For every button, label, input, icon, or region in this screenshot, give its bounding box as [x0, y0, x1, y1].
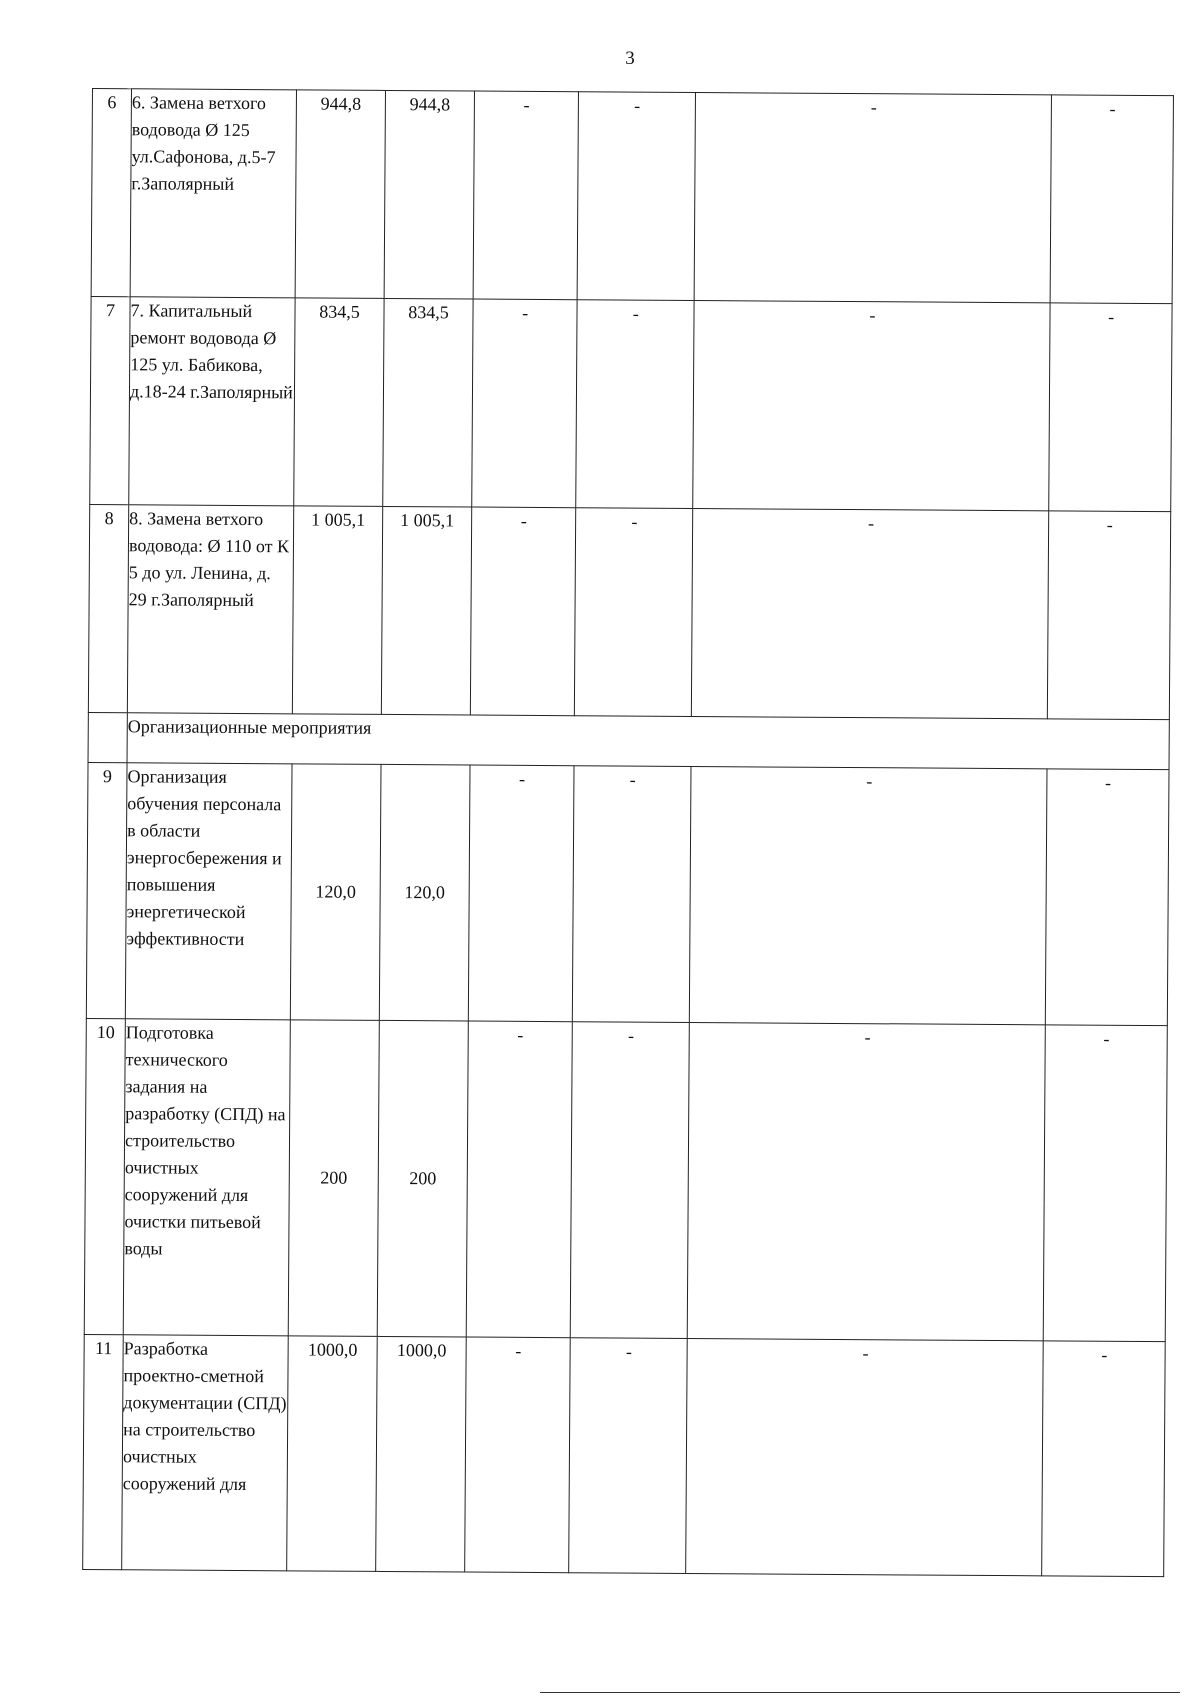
amount-budget: 1000,0 — [376, 1336, 467, 1572]
measure-name: 7. Капитальный ремонт водовода Ø 125 ул. Бабикова, д.18-24 г.Заполярный — [129, 297, 295, 506]
table-cell: - — [569, 1338, 688, 1574]
table-cell: - — [693, 301, 1050, 511]
table-cell: - — [1048, 511, 1171, 720]
table-cell: - — [466, 1021, 572, 1338]
table-cell: - — [577, 92, 696, 301]
table-cell: - — [1049, 303, 1172, 512]
amount-budget: 834,5 — [383, 298, 473, 507]
amount-total: 1 005,1 — [292, 506, 382, 715]
table-cell: - — [468, 765, 574, 1022]
row-number: 11 — [83, 1334, 124, 1569]
table-cell: - — [470, 507, 576, 716]
measure-name: Разработка проектно-сметной документации (СПД) на строительство очистных сооружений для — [122, 1335, 289, 1571]
measures-table — [82, 88, 1174, 1577]
footer-rule — [540, 1692, 1180, 1693]
table-cell: - — [1044, 1025, 1168, 1342]
page-number: 3 — [625, 48, 635, 69]
table-row — [88, 504, 1170, 719]
amount-total: 944,8 — [295, 90, 385, 299]
table-cell: - — [576, 300, 695, 509]
section-row — [88, 712, 1169, 769]
amount-budget: 120,0 — [379, 764, 470, 1021]
measure-name: 8. Замена ветхого водовода: Ø 110 от К 5 до ул. Ленина, д. 29 г.Заполярный — [127, 505, 293, 714]
row-number: 10 — [84, 1018, 125, 1334]
row-number: 6 — [91, 89, 131, 297]
amount-budget: 200 — [377, 1020, 468, 1337]
row-number: 7 — [90, 296, 130, 504]
measure-name: 6. Замена ветхого водовода Ø 125 ул.Сафонова, д.5-7 г.Заполярный — [130, 89, 296, 298]
table-row — [86, 762, 1169, 1025]
table-row — [90, 296, 1172, 511]
table-cell: - — [1046, 769, 1169, 1026]
measure-name: Организация обучения персонала в области энергосбережения и повышения энергетической эффективности — [125, 763, 292, 1020]
table-cell: - — [686, 1338, 1044, 1575]
table-cell: - — [694, 93, 1051, 303]
table-cell: - — [473, 91, 579, 300]
table-row — [84, 1018, 1167, 1341]
table-cell: - — [688, 1022, 1046, 1340]
table-cell: - — [575, 508, 694, 717]
table-cell: - — [573, 766, 692, 1023]
table-cell: - — [465, 1337, 571, 1573]
amount-total: 200 — [288, 1020, 379, 1337]
row-number: 8 — [88, 504, 128, 712]
table-row — [83, 1334, 1166, 1576]
section-title: Организационные мероприятия — [127, 713, 1169, 770]
table-cell: - — [690, 766, 1048, 1024]
table-cell: - — [1042, 1341, 1165, 1577]
table-row — [91, 89, 1173, 304]
table-cell: - — [570, 1022, 689, 1339]
section-number-cell — [88, 712, 127, 762]
amount-total: 1000,0 — [287, 1336, 378, 1572]
amount-total: 834,5 — [294, 298, 384, 507]
amount-total: 120,0 — [290, 764, 381, 1021]
table-cell: - — [692, 508, 1049, 718]
measure-name: Подготовка технического задания на разработку (СПД) на строительство очистных сооружений для очистки питьевой воды — [123, 1019, 290, 1336]
table-cell: - — [472, 299, 578, 508]
table-cell: - — [1050, 95, 1173, 304]
amount-budget: 944,8 — [384, 90, 474, 299]
row-number: 9 — [86, 762, 127, 1018]
amount-budget: 1 005,1 — [381, 506, 471, 715]
